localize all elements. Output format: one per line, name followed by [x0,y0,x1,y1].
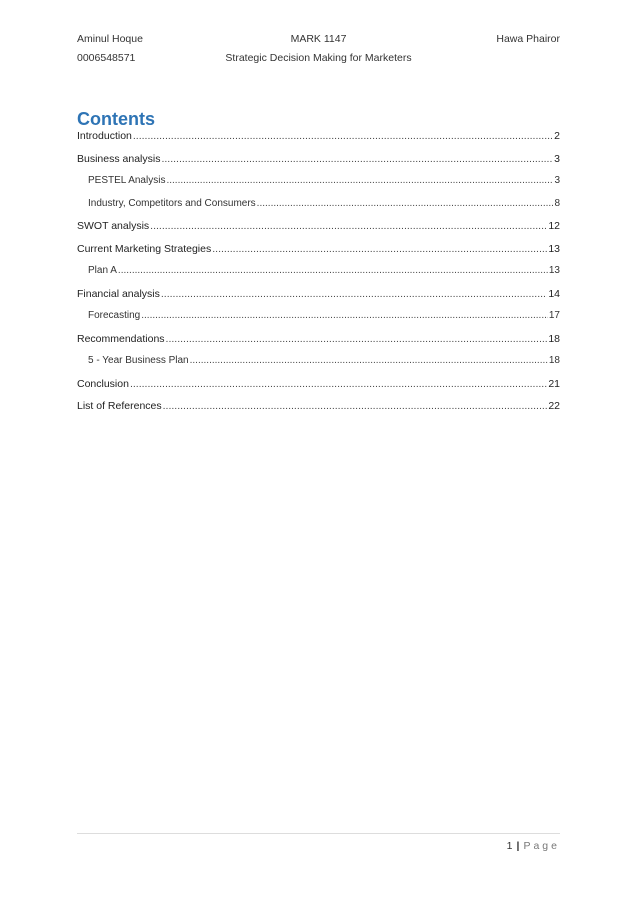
page-footer [507,840,560,852]
toc-entry-page: 14 [548,287,560,300]
toc-entry-label: PESTEL Analysis [88,175,166,186]
page-word: Page [523,840,560,852]
toc-dot-leader [190,355,548,366]
author-name: Aminul Hoque [77,33,143,45]
toc-entry-page: 2 [554,130,560,142]
toc-entry[interactable] [77,310,560,333]
toc-entry-label: Recommendations [77,332,165,345]
toc-dot-leader [163,400,548,412]
toc-entry-label: Financial analysis [77,287,160,300]
toc-entry[interactable] [77,265,560,288]
toc-entry-label: Plan A [88,265,117,276]
toc-title: Contents [77,109,155,129]
toc-entry-page: 17 [548,310,560,321]
toc-entry[interactable] [77,400,560,423]
toc-entry[interactable] [77,130,560,153]
toc-dot-leader [150,220,547,232]
toc-entry[interactable] [77,243,560,266]
toc-dot-leader [130,378,547,390]
toc-entry-label: Forecasting [88,310,141,321]
toc-dot-leader [133,130,553,142]
footer-divider [77,833,560,834]
toc-entry[interactable] [77,220,560,243]
toc-dot-leader [141,310,548,321]
toc-entry[interactable] [77,355,560,378]
toc-entry[interactable] [77,153,560,176]
toc-entry[interactable] [77,288,560,311]
toc-entry-page: 22 [548,400,560,412]
toc-entry-label: Current Marketing Strategies [77,242,212,255]
lecturer-name: Hawa Phairor [496,33,560,45]
table-of-contents [77,130,560,423]
toc-entry-page: 13 [548,242,560,255]
toc-entry-page: 18 [548,332,560,345]
student-id: 0006548571 [77,52,136,64]
toc-entry-page: 3 [554,152,560,165]
toc-entry[interactable] [77,198,560,221]
toc-entry-label: Industry, Competitors and Consumers [88,197,256,209]
toc-dot-leader [161,288,547,300]
toc-entry[interactable] [77,333,560,356]
page-header [77,33,560,71]
footer-separator: | [516,840,520,852]
toc-entry[interactable] [77,378,560,401]
toc-entry-page: 3 [554,175,560,186]
toc-entry-page: 13 [548,265,560,276]
toc-entry-page: 12 [548,220,560,232]
toc-entry-page: 21 [548,377,560,390]
toc-dot-leader [212,243,547,255]
page-number: 1 [506,840,513,852]
toc-dot-leader [166,175,553,186]
course-code: MARK 1147 [290,33,347,45]
toc-dot-leader [118,265,548,276]
toc-entry-label: List of References [77,400,162,412]
toc-entry-page: 18 [548,355,560,366]
toc-entry-label: Introduction [77,130,132,142]
toc-entry-label: Business analysis [77,152,161,165]
toc-entry-label: Conclusion [77,377,129,390]
toc-entry-label: 5 - Year Business Plan [88,355,189,366]
course-title: Strategic Decision Making for Marketers [225,52,412,64]
toc-dot-leader [257,198,554,209]
toc-entry[interactable] [77,175,560,198]
toc-entry-page: 8 [554,197,560,209]
toc-entry-label: SWOT analysis [77,220,150,232]
toc-dot-leader [166,333,548,345]
toc-dot-leader [161,153,553,165]
